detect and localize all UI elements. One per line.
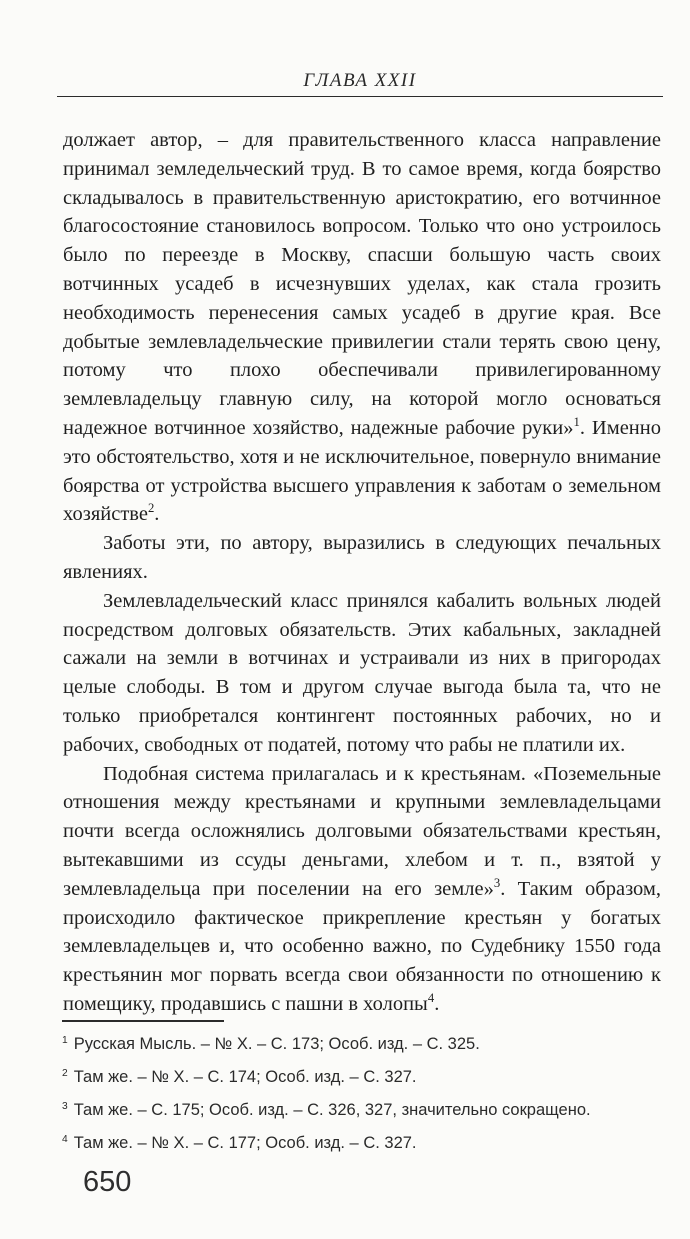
paragraph: должает автор, – для правительственного класса направление принимал земледельческий труд. В то самое время, когда боярство складывалось в правительственную аристократию, его вотчинное благосостояние становилось вопросом. Только что оно устроилось было по переезде в Москву, спасши большую часть своих вотчинных усадеб в исчезнувших уделах, как стала грозить необходимость перенесения самых усадеб в другие края. Все добытые землевладельческие привилегии стали терять свою цену, потому что плохо обеспечивали привилегированному землевладельцу главную силу, на которой могло основаться надежное вотчинное хозяйство, надежные рабочие руки»$^1$. Именно это обстоятельство, хотя и не исключительное, повернуло внимание боярства от устройства высшего управления к заботам о земельном хозяйстве$^2$. xyxy=(63,129,661,526)
footnote-marker: 2 xyxy=(62,1067,68,1079)
footnote: $^3$ Там же. – С. 175; Особ. изд. – С. 326, 327, значительно сокращено. xyxy=(62,1100,591,1119)
header-rule xyxy=(57,96,663,97)
footnote-ref: 2 xyxy=(147,501,155,516)
footnote: $^1$ Русская Мысль. – № X. – С. 173; Особ. изд. – С. 325. xyxy=(62,1034,480,1053)
footnote-marker: 3 xyxy=(62,1100,68,1112)
paragraph: Заботы эти, по автору, выразились в следующих печальных явлениях. xyxy=(63,532,661,583)
chapter-header: ГЛАВА XXII xyxy=(303,70,417,91)
footnote-ref: 1 xyxy=(573,415,580,430)
footnote: $^4$ Там же. – № X. – С. 177; Особ. изд. – С. 327. xyxy=(62,1133,417,1152)
footnote-ref: 4 xyxy=(427,991,435,1006)
footnotes xyxy=(62,1028,654,1160)
paragraph: Подобная система прилагалась и к крестьянам. «Поземельные отношения между крестьянами и крупными землевладельцами почти всегда осложнялись долговыми обязательствами крестьян, вытекавшими из ссуды деньгами, хлебом и т. п., взятой у землевладельца при поселении на его земле»$^3$. Таким образом, происходило фактическое прикрепление крестьян у богатых землевладельцев и, что особенно важно, по Судебнику 1550 года крестьянин мог порвать всегда свои обязанности по отношению к помещику, продавшись с пашни в холопы$^4$. xyxy=(63,762,662,1015)
body-text xyxy=(63,126,661,1019)
footnote-ref: 3 xyxy=(493,875,501,890)
footnote-marker: 1 xyxy=(62,1034,68,1046)
footnote: $^2$ Там же. – № X. – С. 174; Особ. изд. – С. 327. xyxy=(62,1067,417,1086)
paragraph: Землевладельческий класс принялся кабалить вольных людей посредством долговых обязательств. Этих кабальных, закладней сажали на земли в вотчинах и устраивали из них в пригородах целые слободы. В том и другом случае выгода была та, что не только приобретался контингент постоянных рабочих, но и рабочих, свободных от податей, потому что рабы не платили их. xyxy=(63,589,661,756)
footnote-separator xyxy=(62,1020,224,1022)
footnote-marker: 4 xyxy=(62,1133,68,1145)
page-number: 650 xyxy=(83,1166,132,1198)
